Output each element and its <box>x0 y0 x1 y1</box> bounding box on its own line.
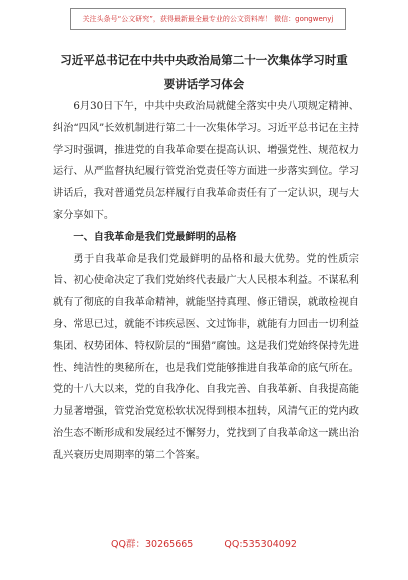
document-title-line-2: 要讲话学习体会 <box>163 77 245 91</box>
intro-paragraph: 6月30日下午，中共中央政治局就健全落实中央八项规定精神、纠治“四风”长效机制进行第二十一次集体学习。习近平总书记在主持学习时强调，推进党的自我革命要在提高认识、增强党性、规范权力运行、从严监督执纪履行管党治党责任等方面进一步落实到位。学习讲话后，我对普通党员怎样履行自我革命责任有了一定认识，现与大家分享如下。 <box>53 101 359 221</box>
document-body <box>53 96 359 467</box>
qq-number-text: QQ:535304092 <box>224 539 297 550</box>
section-heading-1: 一、自我革命是我们党最鲜明的品格 <box>73 231 237 243</box>
qq-group-text: QQ群：30265665 <box>111 539 194 550</box>
promo-banner: 关注头条号“公文研究”，获得最新最全最专业的公文资料库！ 微信：gongwenyj <box>70 8 346 30</box>
contact-footer <box>0 536 408 550</box>
section-1-paragraph: 勇于自我革命是我们党最鲜明的品格和最大优势。党的性质宗旨、初心使命决定了我们党始终代表最广大人民根本利益。不谋私利就有了彻底的自我革命精神，就能坚持真理、修正错误，就敢检视自身、常思已过，就能不讳疾忌医、文过饰非，就能有力回击一切利益集团、权势团体、特权阶层的“围猎”腐蚀。这是我们党始终保持先进性、纯洁性的奥秘所在，也是我们党能够推进自我革命的底气所在。党的十八大以来，党的自我净化、自我完善、自我革新、自我提高能力显著增强，管党治党宽松软状况得到根本扭转，风清气正的党内政治生态不断形成和发展经过不懈努力，党找到了自我革命这一跳出治乱兴衰历史周期率的第二个答案。 <box>53 253 359 461</box>
document-title-line-1: 习近平总书记在中共中央政治局第二十一次集体学习时重 <box>60 53 348 67</box>
